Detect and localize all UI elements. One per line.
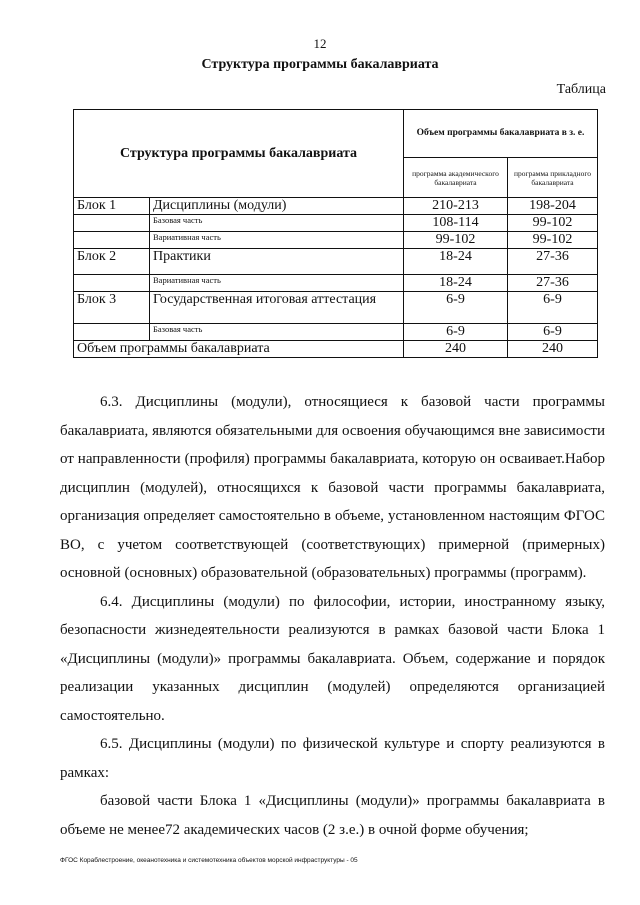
applied-cell: 27-36 xyxy=(508,275,598,292)
part-cell: Вариативная часть xyxy=(150,232,404,249)
block-cell xyxy=(74,275,150,292)
table-row xyxy=(74,232,598,249)
applied-cell: 6-9 xyxy=(508,292,598,324)
block-cell xyxy=(74,232,150,249)
table-row xyxy=(74,275,598,292)
academic-cell: 18-24 xyxy=(404,249,508,275)
block-cell: Блок 1 xyxy=(74,198,150,215)
paragraph-6-4: 6.4. Дисциплины (модули) по философии, истории, иностранному языку, безопасности жизнедеятельности реализуются в рамках базовой части Блока 1 «Дисциплины (модули)» программы бакалавриата. Объем, содержание и порядок реализации указанных дисциплин (модулей) определяются организацией самостоятельно. xyxy=(60,593,605,724)
total-academic: 240 xyxy=(404,341,508,358)
academic-cell: 210-213 xyxy=(404,198,508,215)
applied-cell: 99-102 xyxy=(508,232,598,249)
paragraph-6-5: 6.5. Дисциплины (модули) по физической культуре и спорту реализуются в рамках: xyxy=(60,736,605,781)
applied-cell: 99-102 xyxy=(508,215,598,232)
total-applied: 240 xyxy=(508,341,598,358)
page-number: 12 xyxy=(313,36,327,51)
block-cell: Блок 2 xyxy=(74,249,150,275)
block-cell: Блок 3 xyxy=(74,292,150,324)
header-applied: программа прикладного бакалавриата xyxy=(508,158,598,198)
part-cell: Дисциплины (модули) xyxy=(150,198,404,215)
program-structure-table xyxy=(73,109,598,358)
block-cell xyxy=(74,215,150,232)
academic-cell: 108-114 xyxy=(404,215,508,232)
academic-cell: 99-102 xyxy=(404,232,508,249)
part-cell: Практики xyxy=(150,249,404,275)
block-cell xyxy=(74,324,150,341)
paragraph-6-5-item: базовой части Блока 1 «Дисциплины (модули)» программы бакалавриата в объеме не менее72 академических часов (2 з.е.) в очной форме обучения; xyxy=(60,793,605,838)
table-row xyxy=(74,292,598,324)
table-row xyxy=(74,249,598,275)
applied-cell: 198-204 xyxy=(508,198,598,215)
table-total-row xyxy=(74,341,598,358)
applied-cell: 6-9 xyxy=(508,324,598,341)
part-cell: Вариативная часть xyxy=(150,275,404,292)
table-row xyxy=(74,215,598,232)
header-volume: Объем программы бакалавриата в з. е. xyxy=(404,110,598,158)
applied-cell: 27-36 xyxy=(508,249,598,275)
table-row xyxy=(74,324,598,341)
part-cell: Базовая часть xyxy=(150,324,404,341)
body-text xyxy=(60,388,605,844)
header-academic: программа академического бакалавриата xyxy=(404,158,508,198)
total-label: Объем программы бакалавриата xyxy=(74,341,404,358)
paragraph-6-3: 6.3. Дисциплины (модули), относящиеся к базовой части программы бакалавриата, являются обязательными для освоения обучающимся вне зависимости от направленности (профиля) программы бакалавриата, которую он осваивает.Набор дисциплин (модулей), относящихся к базовой части программы бакалавриата, организация определяет самостоятельно в объеме, установленном настоящим ФГОС ВО, с учетом соответствующей (соответствующих) примерной (примерных) основной (основных) образовательной (образовательных) программы (программ). xyxy=(60,394,605,581)
page-footer: ФГОС Кораблестроение, океанотехника и системотехника объектов морской инфраструктуры - 05 xyxy=(60,857,358,864)
part-cell: Государственная итоговая аттестация xyxy=(150,292,404,324)
part-cell: Базовая часть xyxy=(150,215,404,232)
academic-cell: 6-9 xyxy=(404,292,508,324)
table-row xyxy=(74,198,598,215)
academic-cell: 18-24 xyxy=(404,275,508,292)
header-structure: Структура программы бакалавриата xyxy=(74,110,404,198)
page-title: Структура программы бакалавриата xyxy=(201,57,439,72)
table-caption: Таблица xyxy=(556,82,606,97)
academic-cell: 6-9 xyxy=(404,324,508,341)
